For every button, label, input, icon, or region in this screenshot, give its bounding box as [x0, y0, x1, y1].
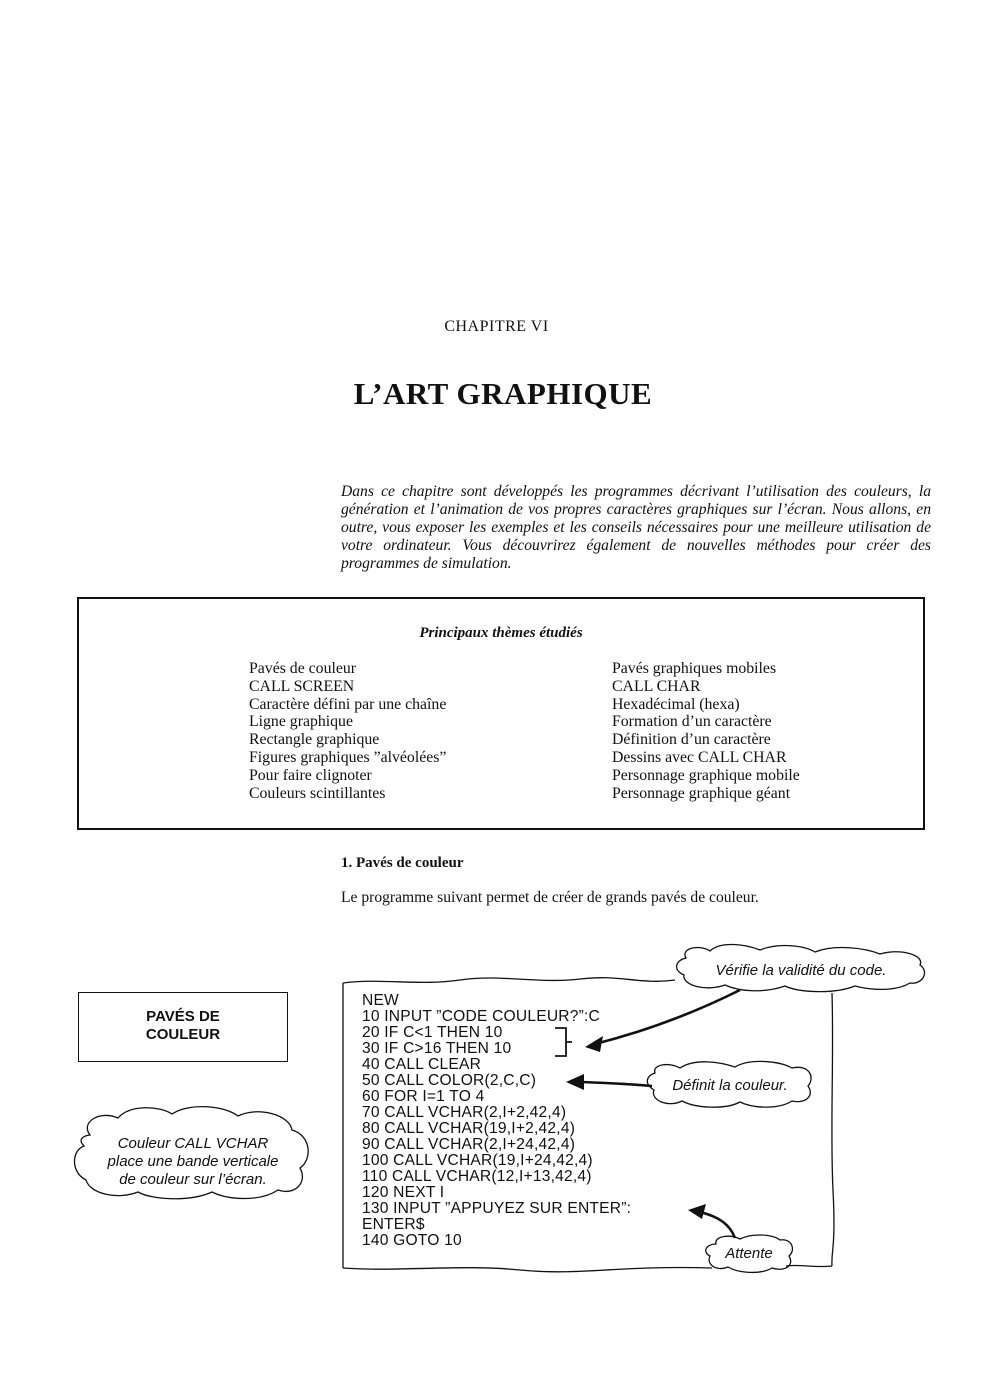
frame-bottom-edge	[343, 1265, 832, 1271]
program-title-line: COULEUR	[145, 1026, 221, 1043]
theme-item: Ligne graphique	[249, 713, 353, 731]
theme-item: Pavés de couleur	[249, 660, 357, 677]
frame-right-edge	[832, 993, 834, 1266]
theme-item: Dessins avec CALL CHAR	[612, 748, 787, 766]
code-line: 40 CALL CLEAR	[362, 1056, 482, 1073]
chapter-label: CHAPITRE VI	[444, 318, 549, 335]
code-line: NEW	[362, 992, 399, 1009]
code-line: 140 GOTO 10	[362, 1232, 462, 1249]
frame-top-edge	[343, 978, 675, 983]
theme-item: Pour faire clignoter	[249, 766, 372, 784]
theme-item: CALL CHAR	[612, 677, 701, 695]
arrow-wait	[700, 1212, 735, 1238]
theme-item: Rectangle graphique	[249, 731, 380, 749]
code-line: 90 CALL VCHAR(2,I+24,42,4)	[362, 1136, 576, 1153]
code-line: 120 NEXT I	[362, 1184, 445, 1201]
bubble-vchar-line: de couleur sur l’écran.	[119, 1171, 267, 1188]
bubble-wait-text: Attente	[725, 1245, 773, 1262]
arrowhead-wait	[688, 1204, 706, 1219]
theme-item: Pavés graphiques mobiles	[612, 660, 777, 677]
program-title-line: PAVÉS DE	[146, 1008, 220, 1025]
code-line: 50 CALL COLOR(2,C,C)	[362, 1072, 537, 1089]
theme-item: CALL SCREEN	[249, 677, 355, 695]
chapter-intro: Dans ce chapitre sont développés les programmes décrivant l’utilisation des couleurs, la génération et l’animation de vos propres caractères graphiques sur l’écran. Nous allons, en outre, vous exposer les exemples et les conseils nécessaires pour une meilleure utilisation de votre ordinateur. Vous découvrirez également de nouvelles méthodes pour créer des programmes de simulation.	[341, 483, 931, 572]
bubble-vchar-line: Couleur CALL VCHAR	[117, 1135, 269, 1152]
code-line: 30 IF C>16 THEN 10	[362, 1040, 512, 1057]
themes-title: Principaux thèmes étudiés	[419, 625, 583, 641]
section-text: Le programme suivant permet de créer de grands pavés de couleur.	[341, 889, 759, 906]
code-line: 60 FOR I=1 TO 4	[362, 1088, 485, 1105]
theme-item: Formation d’un caractère	[612, 713, 772, 731]
code-line: 110 CALL VCHAR(12,I+13,42,4)	[362, 1168, 592, 1185]
section-heading: 1. Pavés de couleur	[341, 855, 464, 871]
code-line: 80 CALL VCHAR(19,I+2,42,4)	[362, 1120, 576, 1137]
basic-listing	[362, 993, 631, 1249]
bubble-vchar-text	[78, 1135, 308, 1189]
code-line: 20 IF C<1 THEN 10	[362, 1024, 503, 1041]
theme-item: Figures graphiques ”alvéolées”	[249, 748, 447, 766]
theme-item: Personnage graphique mobile	[612, 766, 800, 784]
theme-item: Personnage graphique géant	[612, 784, 791, 802]
code-line: 100 CALL VCHAR(19,I+24,42,4)	[362, 1152, 593, 1169]
code-line: 70 CALL VCHAR(2,I+2,42,4)	[362, 1104, 567, 1121]
code-line: ENTER$	[362, 1216, 425, 1233]
theme-item: Définition d’un caractère	[612, 731, 771, 749]
code-line: 130 INPUT ”APPUYEZ SUR ENTER”:	[362, 1200, 632, 1217]
bubble-vchar-line: place une bande verticale	[107, 1153, 279, 1170]
code-line: 10 INPUT ”CODE COULEUR?”:C	[362, 1008, 600, 1025]
theme-item: Caractère défini par une chaîne	[249, 695, 447, 713]
theme-item: Couleurs scintillantes	[249, 784, 386, 802]
chapter-title: L’ART GRAPHIQUE	[353, 376, 653, 411]
theme-item: Hexadécimal (hexa)	[612, 695, 740, 713]
bubble-validity-text: Vérifie la validité du code.	[715, 962, 887, 979]
bubble-color-text: Définit la couleur.	[672, 1077, 788, 1094]
